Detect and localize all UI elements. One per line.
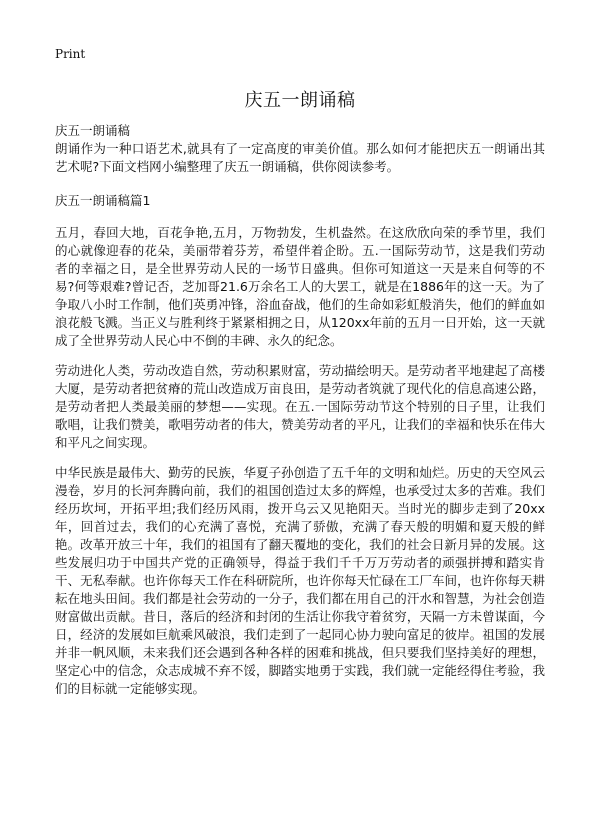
document-subtitle: 庆五一朗诵稿 bbox=[55, 123, 131, 138]
page-title: 庆五一朗诵稿 bbox=[244, 90, 356, 111]
body-paragraph: 五月，春回大地，百花争艳,五月，万物勃发，生机盎然。在这欣欣向荣的季节里，我们的心就像迎春的花朵，美丽带着芬芳，希望伴着企盼。五.一国际劳动节，这是我们劳动者的幸福之日，是全世界劳动人民的一场节日盛典。但你可知道这一天是来自何等的不易?何等艰难?曾记否，芝加哥21.6万余名工人的大罢工，就是在1886年的这一天。为了争取八小时工作制，他们英勇冲锋，浴血奋战，他们的生命如彩虹般消失，他们的鲜血如浪花般飞溅。当正义与胜利终于紧紧相拥之日，从120xx年前的五月一日开始，这一天就成了全世界劳动人民心中不倒的丰碑、永久的纪念。 bbox=[55, 225, 545, 348]
section-heading: 庆五一朗诵稿篇1 bbox=[55, 193, 151, 208]
document-body bbox=[55, 122, 545, 698]
print-link[interactable]: Print bbox=[55, 47, 86, 61]
body-paragraph: 中华民族是最伟大、勤劳的民族，华夏子孙创造了五千年的文明和灿烂。历史的天空风云漫卷，岁月的长河奔腾向前，我们的祖国创造过太多的辉煌，也承受过太多的苦难。我们经历坎坷，开拓平坦;我们经历风雨，拨开乌云又见艳阳天。当时光的脚步走到了20xx年，回首过去，我们的心充满了喜悦，充满了骄傲，充满了春天般的明媚和夏天般的鲜艳。改革开放三十年，我们的祖国有了翻天覆地的变化，我们的社会日新月异的发展。这些发展归功于中国共产党的正确领导，得益于我们千千万万劳动者的顽强拼搏和踏实肯干、无私奉献。也许你每天工作在科研院所，也许你每天忙碌在工厂车间，也许你每天耕耘在地头田间。我们都是社会劳动的一分子，我们都在用自己的汗水和智慧，为社会创造财富做出贡献。昔日，落后的经济和封闭的生活让你我守着贫穷，天隔一方未曾谋面，今日，经济的发展如巨航乘风破浪，我们走到了一起同心协力驶向富足的彼岸。祖国的发展并非一帆风顺，未来我们还会遇到各种各样的困难和挑战，但只要我们坚持美好的理想，坚定心中的信念，众志成城不弃不馁，脚踏实地勇于实践，我们就一定能经得住考验，我们的目标就一定能够实现。 bbox=[55, 465, 545, 696]
body-paragraph: 劳动进化人类，劳动改造自然，劳动积累财富，劳动描绘明天。是劳动者平地建起了高楼大厦，是劳动者把贫瘠的荒山改造成万亩良田，是劳动者筑就了现代化的信息高速公路，是劳动者把人类最美丽的梦想——实现。在五.一国际劳动节这个特别的日子里，让我们歌唱，让我们赞美，歌唱劳动者的伟大，赞美劳动者的平凡，让我们的幸福和快乐在伟大和平凡之间实现。 bbox=[55, 363, 545, 450]
intro-paragraph: 朗诵作为一种口语艺术,就具有了一定高度的审美价值。那么如何才能把庆五一朗诵出其艺术呢?下面文档网小编整理了庆五一朗诵稿，供你阅读参考。 bbox=[55, 141, 545, 174]
section-1 bbox=[55, 192, 545, 698]
